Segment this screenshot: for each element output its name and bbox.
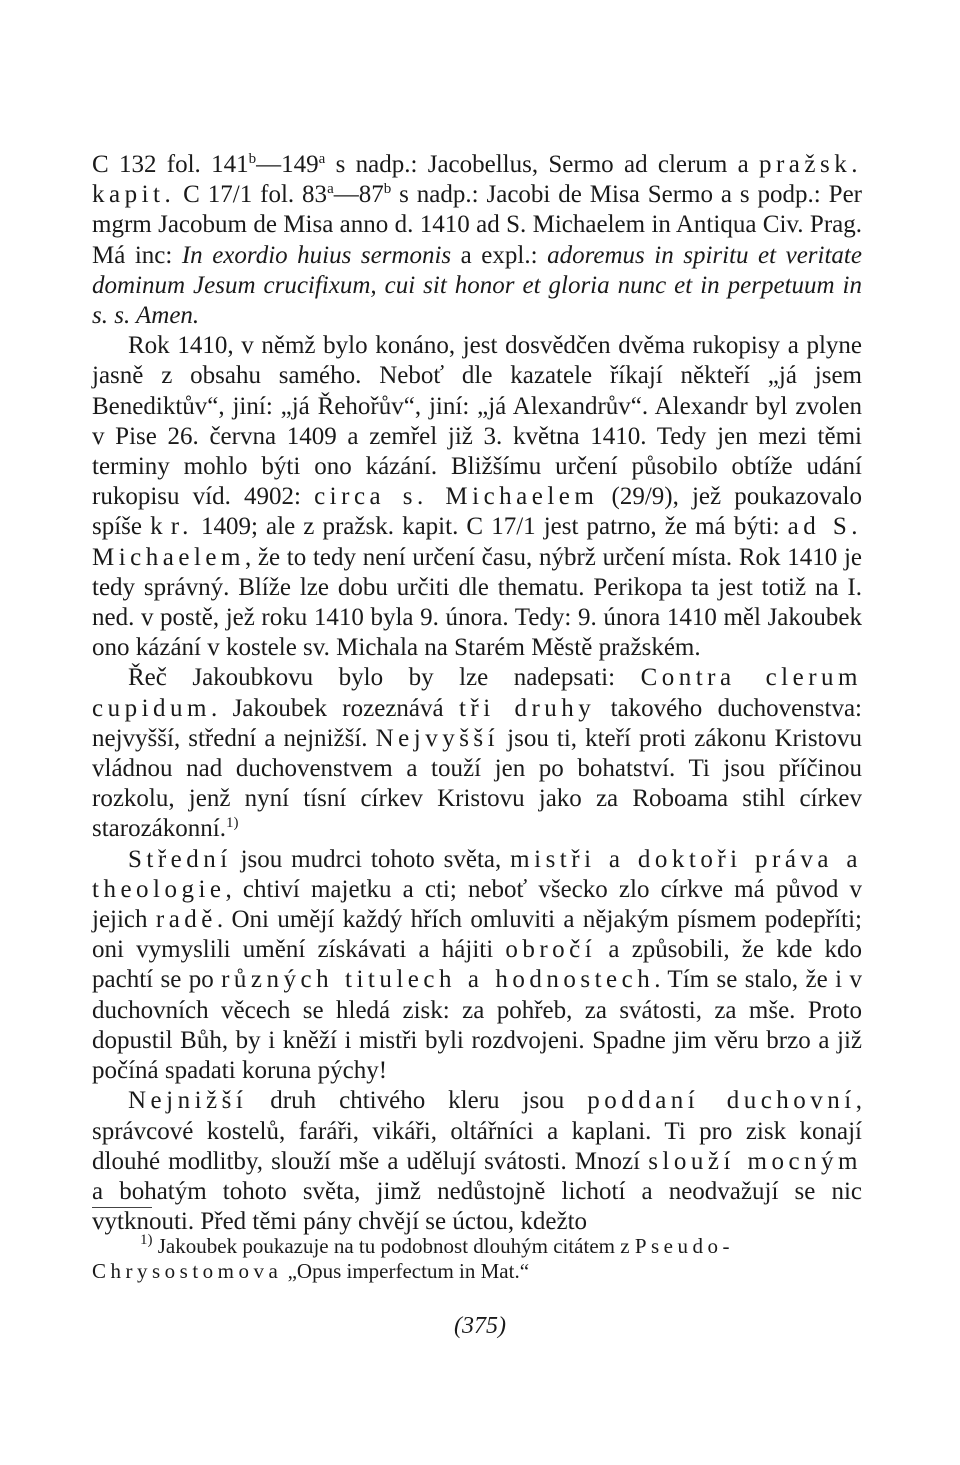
text-run: —149 [256, 151, 319, 178]
footnote-separator [92, 1207, 152, 1208]
superscript: b [248, 151, 257, 167]
text-run: (29/9), jež poukazovalo spíše k [92, 483, 862, 541]
superscript: 1) [225, 815, 239, 832]
spaced-text: Střední [128, 845, 232, 873]
spaced-text: Contra clerum cupidum [92, 664, 863, 722]
text-run: takového duchovenstva: nejvyšší, střední a nejnižší. [92, 694, 862, 752]
spaced-text: circa s. Michaelem [314, 483, 599, 511]
paragraph [92, 1086, 862, 1237]
text-run: —87 [333, 181, 384, 209]
paragraph [92, 331, 862, 663]
text-run: , že to tedy není určení času, nýbrž určení místa. Rok 1410 je tedy správný. Blíže lze dobu určiti dle thematu. Perikopa ta jest totiž na I. ned. v postě, jež roku 1410 byla 9. února. Tedy: 9. února 1410 měl Jakoubek ono kázání v kostele sv. Michala na Starém Městě pražském. [92, 543, 862, 662]
spaced-text: slouží mocným [648, 1147, 862, 1175]
italic-text: adoremus in spiritu et veritate dominum Jesum crucifixum, cui sit honor et gloria nunc et in perpetuum in s. s. Amen. [92, 241, 862, 330]
spaced-text: mistři a doktoři práva a theologie [92, 845, 862, 903]
page-number: (375) [454, 1313, 506, 1339]
text-run: Jakoubek poukazuje na tu podobnost dlouhým citátem z [152, 1234, 635, 1258]
text-run: Řeč Jakoubkovu bylo by lze nadepsati: [128, 664, 641, 692]
text-run: C 17/1 fol. 83 [175, 181, 328, 209]
paragraph [92, 845, 862, 1087]
text-run: . Jakoubek rozeznává [211, 694, 459, 722]
superscript: b [383, 181, 392, 198]
superscript: a [327, 181, 334, 198]
text-run: druh chtivého kleru jsou [247, 1087, 588, 1115]
spaced-text: poddaní duchovní [587, 1087, 856, 1115]
spaced-text: obročí [505, 936, 597, 964]
spaced-text: Pseudo-Chrysostomova [92, 1234, 734, 1283]
italic-text: In exordio huius sermonis [181, 241, 452, 269]
text-run: a bohatým tohoto světa, jimž nedůstojně lichotí a neodvažují se nic vytknouti. Před těmi pány chvějí se úctou, kdežto [92, 1177, 862, 1236]
superscript: a [318, 151, 326, 167]
text-run: a způsobili, že kde kdo pachtí se po [92, 936, 862, 994]
text-run: . Tím se stalo, že i v duchovních věcech se hledá zisk: za pohřeb, za svátosti, za mše. Proto dopustil Bůh, by i kněží i mistři byli rozdvojeni. Spadne jim věru brzo a již počíná spadati koruna pýchy! [92, 966, 862, 1085]
spaced-text: radě [155, 906, 217, 934]
spaced-text: Nejnižší [128, 1087, 248, 1115]
text-run: , správcové kostelů, faráři, vikáři, oltářníci a kaplani. Ti pro zisk konají dlouhé modlitby, slouží mše a udělují svátosti. Mnozí [92, 1087, 863, 1175]
text-run: 1409; ale z pražsk. kapit. C 17/1 jest patrno, že má býti: [192, 513, 788, 541]
text-run: jsou ti, kteří proti zákonu Kristovu vládnou nad duchovenstvem a touží jen po bohatství. Ti jsou příčinou rozkolu, jenž nyní tísní církev Kristovu jako za Roboama stihl církev starozákonní. [92, 724, 862, 843]
text-run: , chtiví majetku a cti; neboť všecko zlo církve má původ v jejich [92, 875, 862, 934]
text-run: . Oni umějí každý hřích omluviti a nějakým písmem podepříti; oni vymyslili umění získávati a hájiti [92, 906, 862, 964]
text-run: s nadp.: Jacobi de Misa Sermo a s podp.: Per mgrm Jacobum de Misa anno d. 1410 ad S. Michaelem in Antiqua Civ. Prag. Má inc: [92, 181, 862, 269]
body-text [92, 150, 862, 1237]
spaced-text: ad S. Michaelem [92, 513, 863, 571]
paragraph [92, 663, 862, 844]
paragraph [92, 150, 862, 331]
text-run: Rok 1410, v němž bylo konáno, jest dosvědčen dvěma rukopisy a plyne jasně z obsahu samého. Neboť dle kazatele říkají někteří „já jsem Benediktův“, jiní: „já Řehořův“, jiní: „já Alexandrův“. Alexandr byl zvolen v Pise 26. června 1409 a zemřel již 3. května 1410. Tedy jen mezi těmi terminy mohlo býti ono kázání. Bližšímu určení působilo obtíže udání rukopisu víd. 4902: [92, 332, 862, 511]
spaced-text: r. [170, 513, 193, 541]
text-run: a expl.: [451, 241, 548, 269]
spaced-text: pražsk. kapit. [92, 151, 862, 209]
text-run: „Opus imperfectum in Mat.“ [282, 1259, 530, 1283]
spaced-text: různých titulech a hodnostech [221, 966, 655, 994]
spaced-text: tři druhy [458, 694, 596, 722]
text-run: jsou mudrci tohoto světa, [231, 845, 511, 873]
footnote [92, 1234, 862, 1284]
superscript: 1) [140, 1232, 153, 1248]
text-run: s nadp.: Jacobellus, Sermo ad clerum a [325, 151, 759, 178]
footnote-text [92, 1234, 862, 1284]
text-run: C 132 fol. 141 [92, 151, 249, 178]
spaced-text: Nejvyšší [375, 724, 500, 752]
